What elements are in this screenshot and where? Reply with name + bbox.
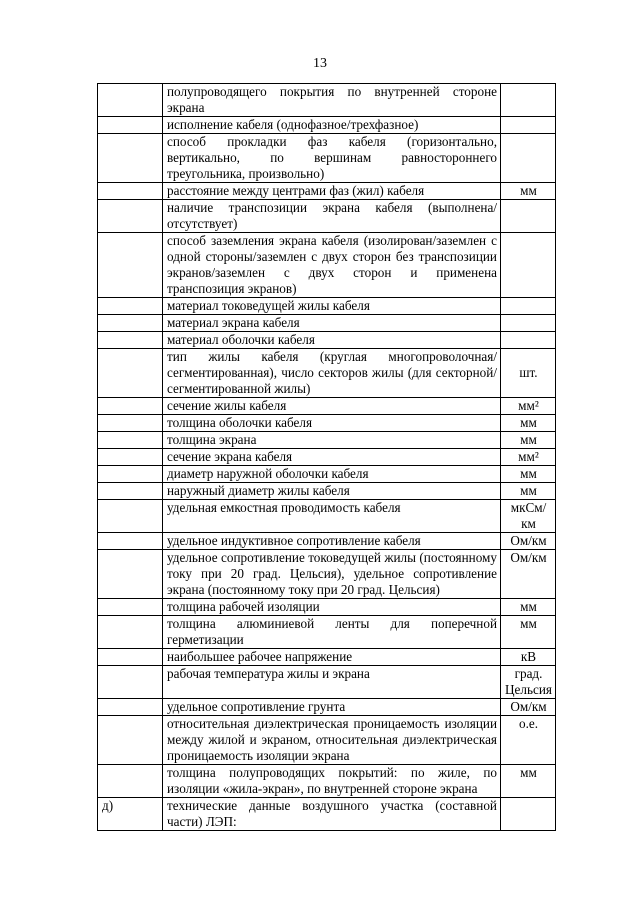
parameter-cell: наибольшее рабочее напряжение (163, 649, 501, 666)
item-letter-cell (98, 483, 163, 500)
parameters-table (97, 83, 556, 831)
table-row (98, 415, 556, 432)
unit-cell (501, 233, 556, 298)
parameter-cell: наружный диаметр жилы кабеля (163, 483, 501, 500)
item-letter-cell (98, 550, 163, 599)
unit-cell: мм (501, 765, 556, 798)
parameter-cell: толщина полупроводящих покрытий: по жиле, по изоляции «жила-экран», по внутренней стороне экрана (163, 765, 501, 798)
unit-cell: мм² (501, 449, 556, 466)
parameter-cell: материал токоведущей жилы кабеля (163, 298, 501, 315)
parameter-cell: толщина экрана (163, 432, 501, 449)
item-letter-cell (98, 500, 163, 533)
parameter-cell: расстояние между центрами фаз (жил) кабеля (163, 183, 501, 200)
unit-cell (501, 117, 556, 134)
parameter-cell: технические данные воздушного участка (составной части) ЛЭП: (163, 798, 501, 831)
unit-cell (501, 332, 556, 349)
parameter-cell: полупроводящего покрытия по внутренней стороне экрана (163, 84, 501, 117)
unit-cell: о.е. (501, 716, 556, 765)
parameter-cell: толщина рабочей изоляции (163, 599, 501, 616)
item-letter-cell (98, 666, 163, 699)
table-row (98, 699, 556, 716)
item-letter-cell (98, 117, 163, 134)
parameter-cell: тип жилы кабеля (круглая многопроволочная/сегментированная), число секторов жилы (для секторной/сегментированной жилы) (163, 349, 501, 398)
item-letter-cell (98, 349, 163, 398)
parameter-cell: исполнение кабеля (однофазное/трехфазное) (163, 117, 501, 134)
unit-cell: Ом/км (501, 533, 556, 550)
table-row (98, 298, 556, 315)
parameter-cell: относительная диэлектрическая проницаемость изоляции между жилой и экраном, относительная диэлектрическая проницаемость изоляции экрана (163, 716, 501, 765)
unit-cell: мм² (501, 398, 556, 415)
item-letter-cell (98, 432, 163, 449)
unit-cell: Ом/км (501, 699, 556, 716)
parameter-cell: диаметр наружной оболочки кабеля (163, 466, 501, 483)
item-letter-cell (98, 233, 163, 298)
table-row (98, 117, 556, 134)
item-letter-cell (98, 599, 163, 616)
unit-cell: мм (501, 599, 556, 616)
table-row (98, 315, 556, 332)
item-letter-cell (98, 649, 163, 666)
table-row (98, 200, 556, 233)
parameter-cell: толщина оболочки кабеля (163, 415, 501, 432)
unit-cell: мм (501, 415, 556, 432)
table-row (98, 233, 556, 298)
unit-cell: шт. (501, 349, 556, 398)
unit-cell: мм (501, 616, 556, 649)
unit-cell: кВ (501, 649, 556, 666)
table-row (98, 332, 556, 349)
table-row (98, 466, 556, 483)
item-letter-cell (98, 533, 163, 550)
table-row (98, 500, 556, 533)
parameter-cell: способ прокладки фаз кабеля (горизонтально, вертикально, по вершинам равностороннего треугольника, произвольно) (163, 134, 501, 183)
parameter-cell: рабочая температура жилы и экрана (163, 666, 501, 699)
parameter-cell: удельная емкостная проводимость кабеля (163, 500, 501, 533)
parameter-cell: материал экрана кабеля (163, 315, 501, 332)
parameter-cell: способ заземления экрана кабеля (изолирован/заземлен с одной стороны/заземлен с двух сторон без транспозиции экранов/заземлен с двух сторон и применена транспозиция экранов) (163, 233, 501, 298)
item-letter-cell (98, 466, 163, 483)
unit-cell: град. Цельсия (501, 666, 556, 699)
table-row (98, 449, 556, 466)
parameter-cell: удельное сопротивление грунта (163, 699, 501, 716)
table-row (98, 798, 556, 831)
unit-cell (501, 84, 556, 117)
table-row (98, 398, 556, 415)
parameter-cell: удельное индуктивное сопротивление кабеля (163, 533, 501, 550)
item-letter-cell (98, 449, 163, 466)
table-row (98, 349, 556, 398)
table-row (98, 432, 556, 449)
parameter-cell: удельное сопротивление токоведущей жилы (постоянному току при 20 град. Цельсия), удельное сопротивление экрана (постоянному току при 20 град. Цельсия) (163, 550, 501, 599)
item-letter-cell (98, 415, 163, 432)
unit-cell: мм (501, 432, 556, 449)
unit-cell: Ом/км (501, 550, 556, 599)
parameter-cell: сечение экрана кабеля (163, 449, 501, 466)
table-row (98, 616, 556, 649)
item-letter-cell (98, 183, 163, 200)
unit-cell (501, 134, 556, 183)
table-row (98, 599, 556, 616)
table-row (98, 134, 556, 183)
item-letter-cell (98, 716, 163, 765)
item-letter-cell (98, 84, 163, 117)
item-letter-cell: д) (98, 798, 163, 831)
unit-cell (501, 315, 556, 332)
table-row (98, 183, 556, 200)
item-letter-cell (98, 298, 163, 315)
parameter-cell: наличие транспозиции экрана кабеля (выполнена/отсутствует) (163, 200, 501, 233)
table-row (98, 765, 556, 798)
item-letter-cell (98, 315, 163, 332)
item-letter-cell (98, 765, 163, 798)
unit-cell (501, 200, 556, 233)
parameter-cell: материал оболочки кабеля (163, 332, 501, 349)
table-row (98, 550, 556, 599)
parameter-cell: толщина алюминиевой ленты для поперечной герметизации (163, 616, 501, 649)
table-row (98, 84, 556, 117)
item-letter-cell (98, 134, 163, 183)
page-number: 13 (313, 56, 327, 71)
unit-cell: мкСм/км (501, 500, 556, 533)
table-row (98, 716, 556, 765)
table-row (98, 533, 556, 550)
item-letter-cell (98, 398, 163, 415)
unit-cell (501, 298, 556, 315)
parameter-cell: сечение жилы кабеля (163, 398, 501, 415)
unit-cell: мм (501, 483, 556, 500)
item-letter-cell (98, 200, 163, 233)
unit-cell: мм (501, 466, 556, 483)
table-row (98, 483, 556, 500)
table-row (98, 649, 556, 666)
unit-cell (501, 798, 556, 831)
table-row (98, 666, 556, 699)
item-letter-cell (98, 616, 163, 649)
unit-cell: мм (501, 183, 556, 200)
item-letter-cell (98, 332, 163, 349)
item-letter-cell (98, 699, 163, 716)
